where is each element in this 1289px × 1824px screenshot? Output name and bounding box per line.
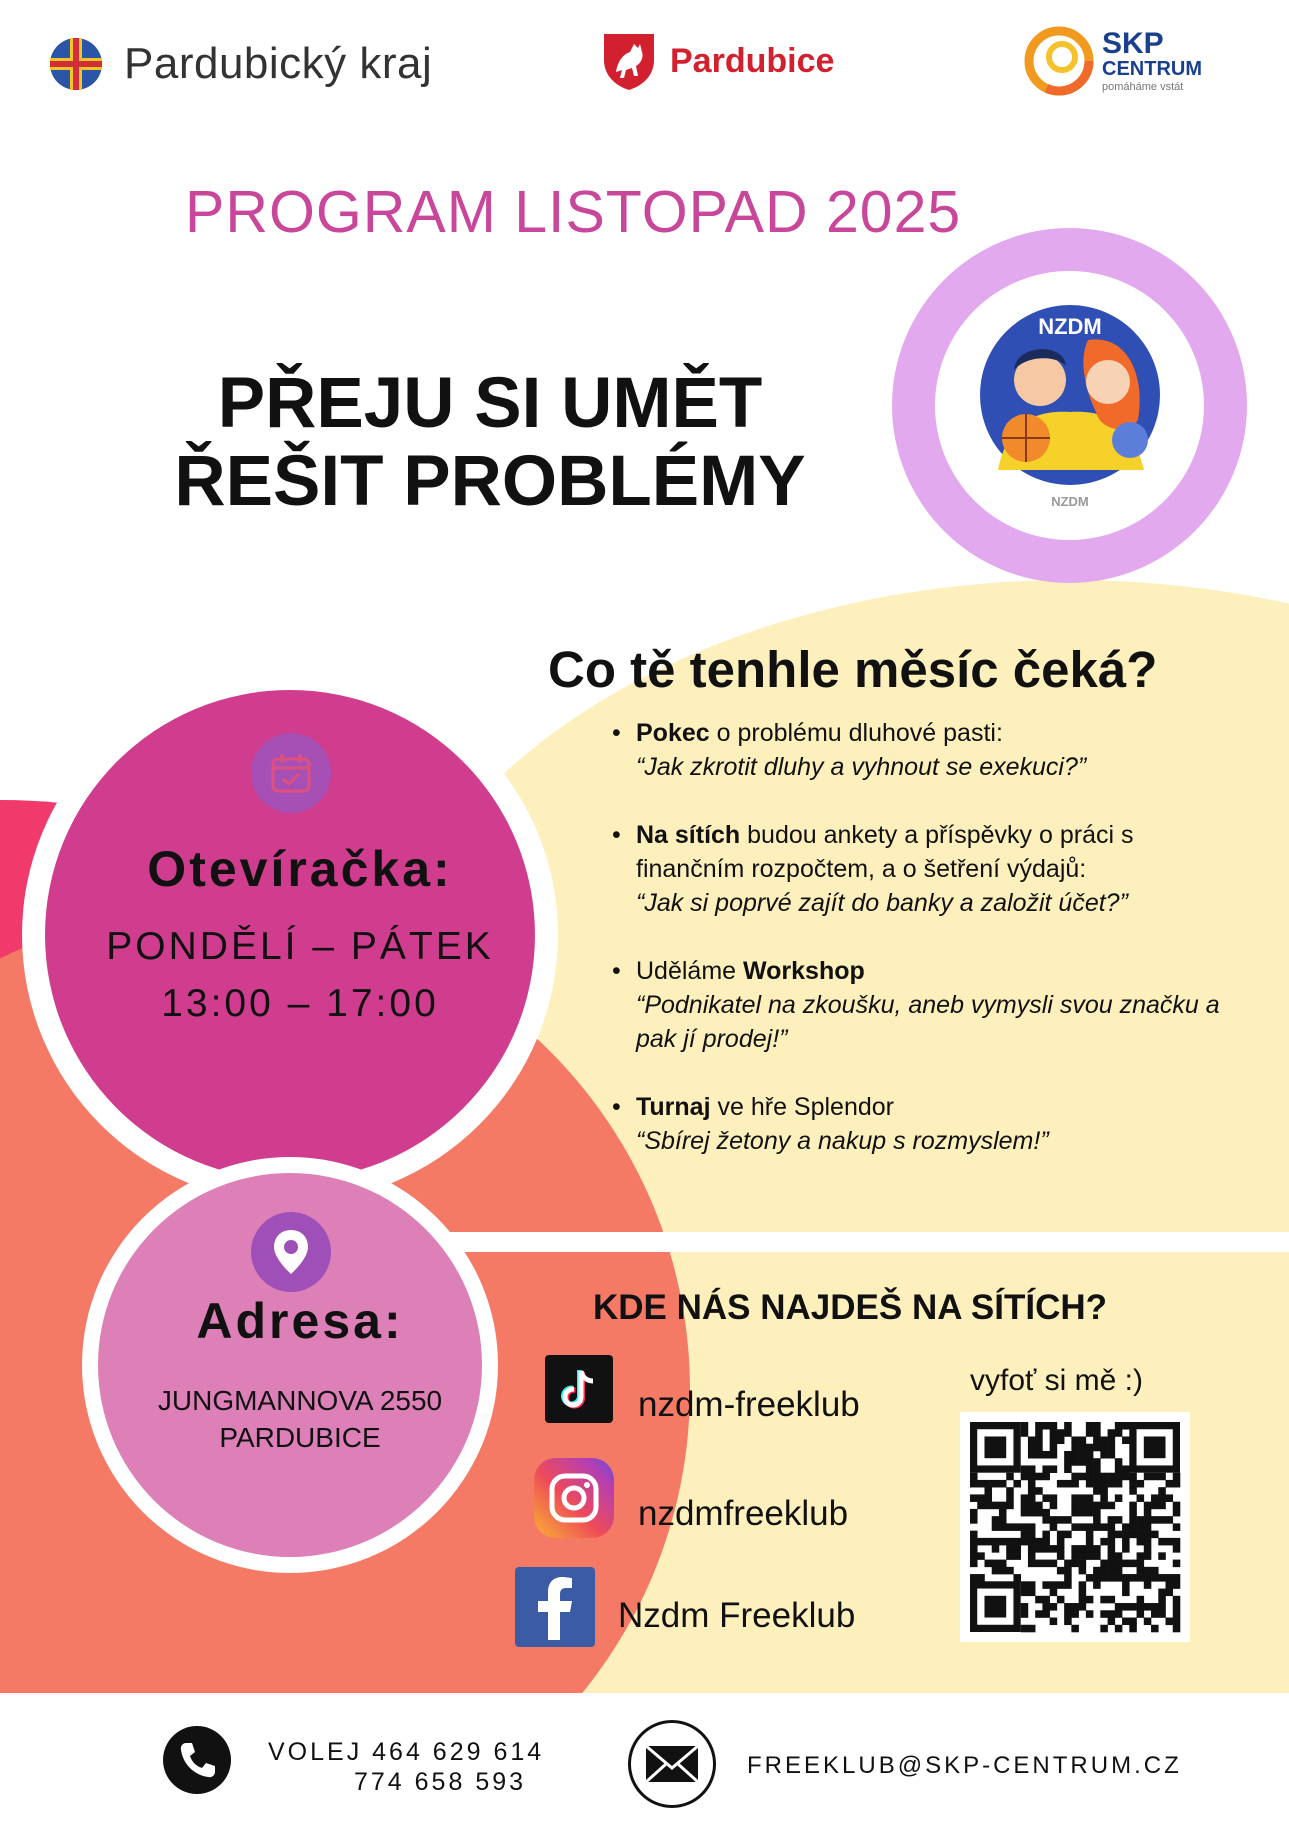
facebook-handle[interactable]: Nzdm Freeklub — [618, 1596, 856, 1635]
address-title: Adresa: — [196, 1293, 404, 1349]
mail-icon — [628, 1720, 716, 1808]
headline-line1: PŘEJU SI UMĚT — [217, 364, 763, 443]
nzdm-arc-text: NZDM — [1038, 314, 1102, 339]
skp-logo-line1: SKP — [1102, 27, 1164, 60]
address-city: PARDUBICE — [219, 1422, 381, 1453]
opening-days: PONDĚLÍ – PÁTEK — [106, 925, 494, 968]
opening-hours: 13:00 – 17:00 — [161, 982, 439, 1025]
region-logo-text: Pardubický kraj — [124, 39, 433, 88]
address-street: JUNGMANNOVA 2550 — [157, 1385, 443, 1416]
social-title: KDE NÁS NAJDEŠ NA SÍTÍCH? — [593, 1288, 1108, 1327]
phone-icon — [163, 1726, 231, 1794]
activity-bold: Workshop — [743, 957, 865, 985]
list-item — [636, 716, 1236, 784]
headline-line2: ŘEŠIT PROBLÉMY — [174, 442, 806, 521]
activity-quote: “Jak zkrotit dluhy a vyhnout se exekuci?” — [636, 753, 1087, 781]
map-pin-icon — [251, 1212, 331, 1292]
skp-swirl-icon — [1022, 24, 1096, 98]
list-item — [636, 954, 1236, 1056]
activity-bold: Turnaj — [636, 1093, 711, 1121]
activity-text: o problému dluhové pasti: — [709, 719, 1003, 747]
activity-bold: Pokec — [636, 719, 710, 747]
nzdm-label: NZDM — [1051, 494, 1089, 509]
email-address[interactable]: FREEKLUB@SKP-CENTRUM.CZ — [747, 1752, 1182, 1779]
instagram-icon[interactable] — [534, 1458, 614, 1538]
program-title: PROGRAM LISTOPAD 2025 — [185, 179, 962, 245]
calendar-check-icon — [251, 733, 331, 813]
section-divider-strip — [440, 1232, 1289, 1252]
city-logo-text: Pardubice — [670, 41, 835, 80]
opening-title: Otevíračka: — [147, 841, 453, 897]
list-item — [636, 1090, 1236, 1158]
activity-text: budou ankety a příspěvky o práci s finančním rozpočtem, a o šetření výdajů: — [636, 821, 1134, 883]
phone-second[interactable]: 774 658 593 — [354, 1768, 527, 1796]
activity-quote: “Jak si poprvé zajít do banky a založit účet?” — [636, 889, 1128, 917]
activity-quote: “Podnikatel na zkoušku, aneb vymysli svou značku a pak jí prodej!” — [636, 991, 1220, 1053]
qr-caption: vyfoť si mě :) — [970, 1364, 1143, 1397]
facebook-icon[interactable] — [515, 1567, 595, 1647]
instagram-handle[interactable]: nzdmfreeklub — [638, 1494, 849, 1533]
activity-bold: Na sítích — [636, 821, 741, 849]
list-item — [636, 818, 1236, 920]
skp-logo-tagline: pomáháme vstát — [1102, 81, 1184, 93]
region-logo — [48, 36, 432, 92]
tiktok-icon[interactable] — [545, 1355, 613, 1423]
skp-logo-line2: CENTRUM — [1102, 58, 1202, 80]
month-section-title: Co tě tenhle měsíc čeká? — [548, 641, 1158, 698]
skp-logo — [1022, 24, 1202, 98]
activity-prefix: Uděláme — [636, 957, 743, 985]
city-logo — [600, 30, 834, 92]
region-cross-icon — [48, 36, 104, 92]
activity-text: ve hře Splendor — [710, 1093, 894, 1121]
qr-code[interactable] — [960, 1412, 1190, 1642]
month-activity-list — [636, 716, 1236, 1192]
nzdm-illustration — [968, 300, 1172, 490]
horse-shield-icon — [600, 30, 658, 92]
headline — [150, 365, 830, 521]
phone-label[interactable]: VOLEJ 464 629 614 — [268, 1738, 545, 1766]
activity-quote: “Sbírej žetony a nakup s rozmyslem!” — [636, 1127, 1049, 1155]
tiktok-handle[interactable]: nzdm-freeklub — [638, 1385, 860, 1424]
